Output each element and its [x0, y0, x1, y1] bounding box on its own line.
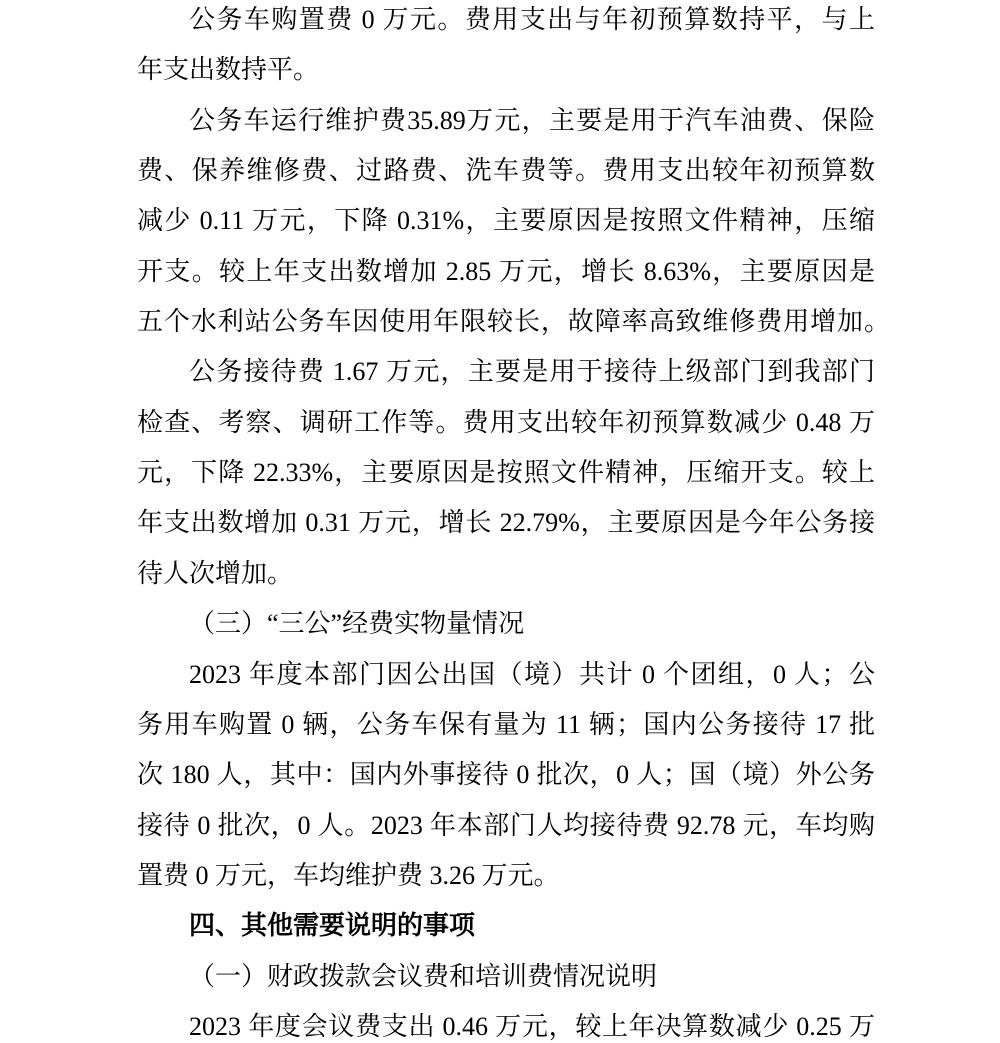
paragraph-line: 待人次增加。: [137, 559, 294, 588]
paragraph-line: 五个水利站公务车因使用年限较长，故障率高致维修费用增加。: [137, 307, 890, 336]
section-heading-other-matters: 四、其他需要说明的事项: [189, 911, 476, 940]
paragraph-line: 元，下降 22.33%，主要原因是按照文件精神，压缩开支。较上: [137, 458, 875, 487]
subheading-three-public-expenses: （三）“三公”经费实物量情况: [189, 609, 525, 638]
paragraph-line: 公务车运行维护费35.89万元，主要是用于汽车油费、保险: [189, 106, 875, 135]
paragraph-line: 年支出数持平。: [137, 55, 320, 84]
paragraph-line: 务用车购置 0 辆，公务车保有量为 11 辆；国内公务接待 17 批: [137, 710, 875, 739]
paragraph-line: 2023 年度会议费支出 0.46 万元，较上年决算数减少 0.25 万: [189, 1012, 875, 1041]
paragraph-line: 年支出数增加 0.31 万元，增长 22.79%，主要原因是今年公务接: [137, 508, 875, 537]
paragraph-line: 公务接待费 1.67 万元，主要是用于接待上级部门到我部门: [189, 357, 875, 386]
paragraph-line: 2023 年度本部门因公出国（境）共计 0 个团组，0 人；公: [189, 660, 875, 689]
paragraph-line: 接待 0 批次，0 人。2023 年本部门人均接待费 92.78 元，车均购: [137, 811, 875, 840]
paragraph-line: 置费 0 万元，车均维护费 3.26 万元。: [137, 861, 560, 890]
paragraph-line: 减少 0.11 万元，下降 0.31%，主要原因是按照文件精神，压缩: [137, 206, 875, 235]
paragraph-line: 公务车购置费 0 万元。费用支出与年初预算数持平，与上: [189, 5, 875, 34]
paragraph-line: 费、保养维修费、过路费、洗车费等。费用支出较年初预算数: [137, 156, 875, 185]
subheading-meeting-training-fees: （一）财政拨款会议费和培训费情况说明: [189, 962, 658, 991]
paragraph-line: 次 180 人，其中：国内外事接待 0 批次，0 人；国（境）外公务: [137, 760, 875, 789]
paragraph-line: 检查、考察、调研工作等。费用支出较年初预算数减少 0.48 万: [137, 408, 875, 437]
paragraph-line: 开支。较上年支出数增加 2.85 万元，增长 8.63%，主要原因是: [137, 257, 875, 286]
